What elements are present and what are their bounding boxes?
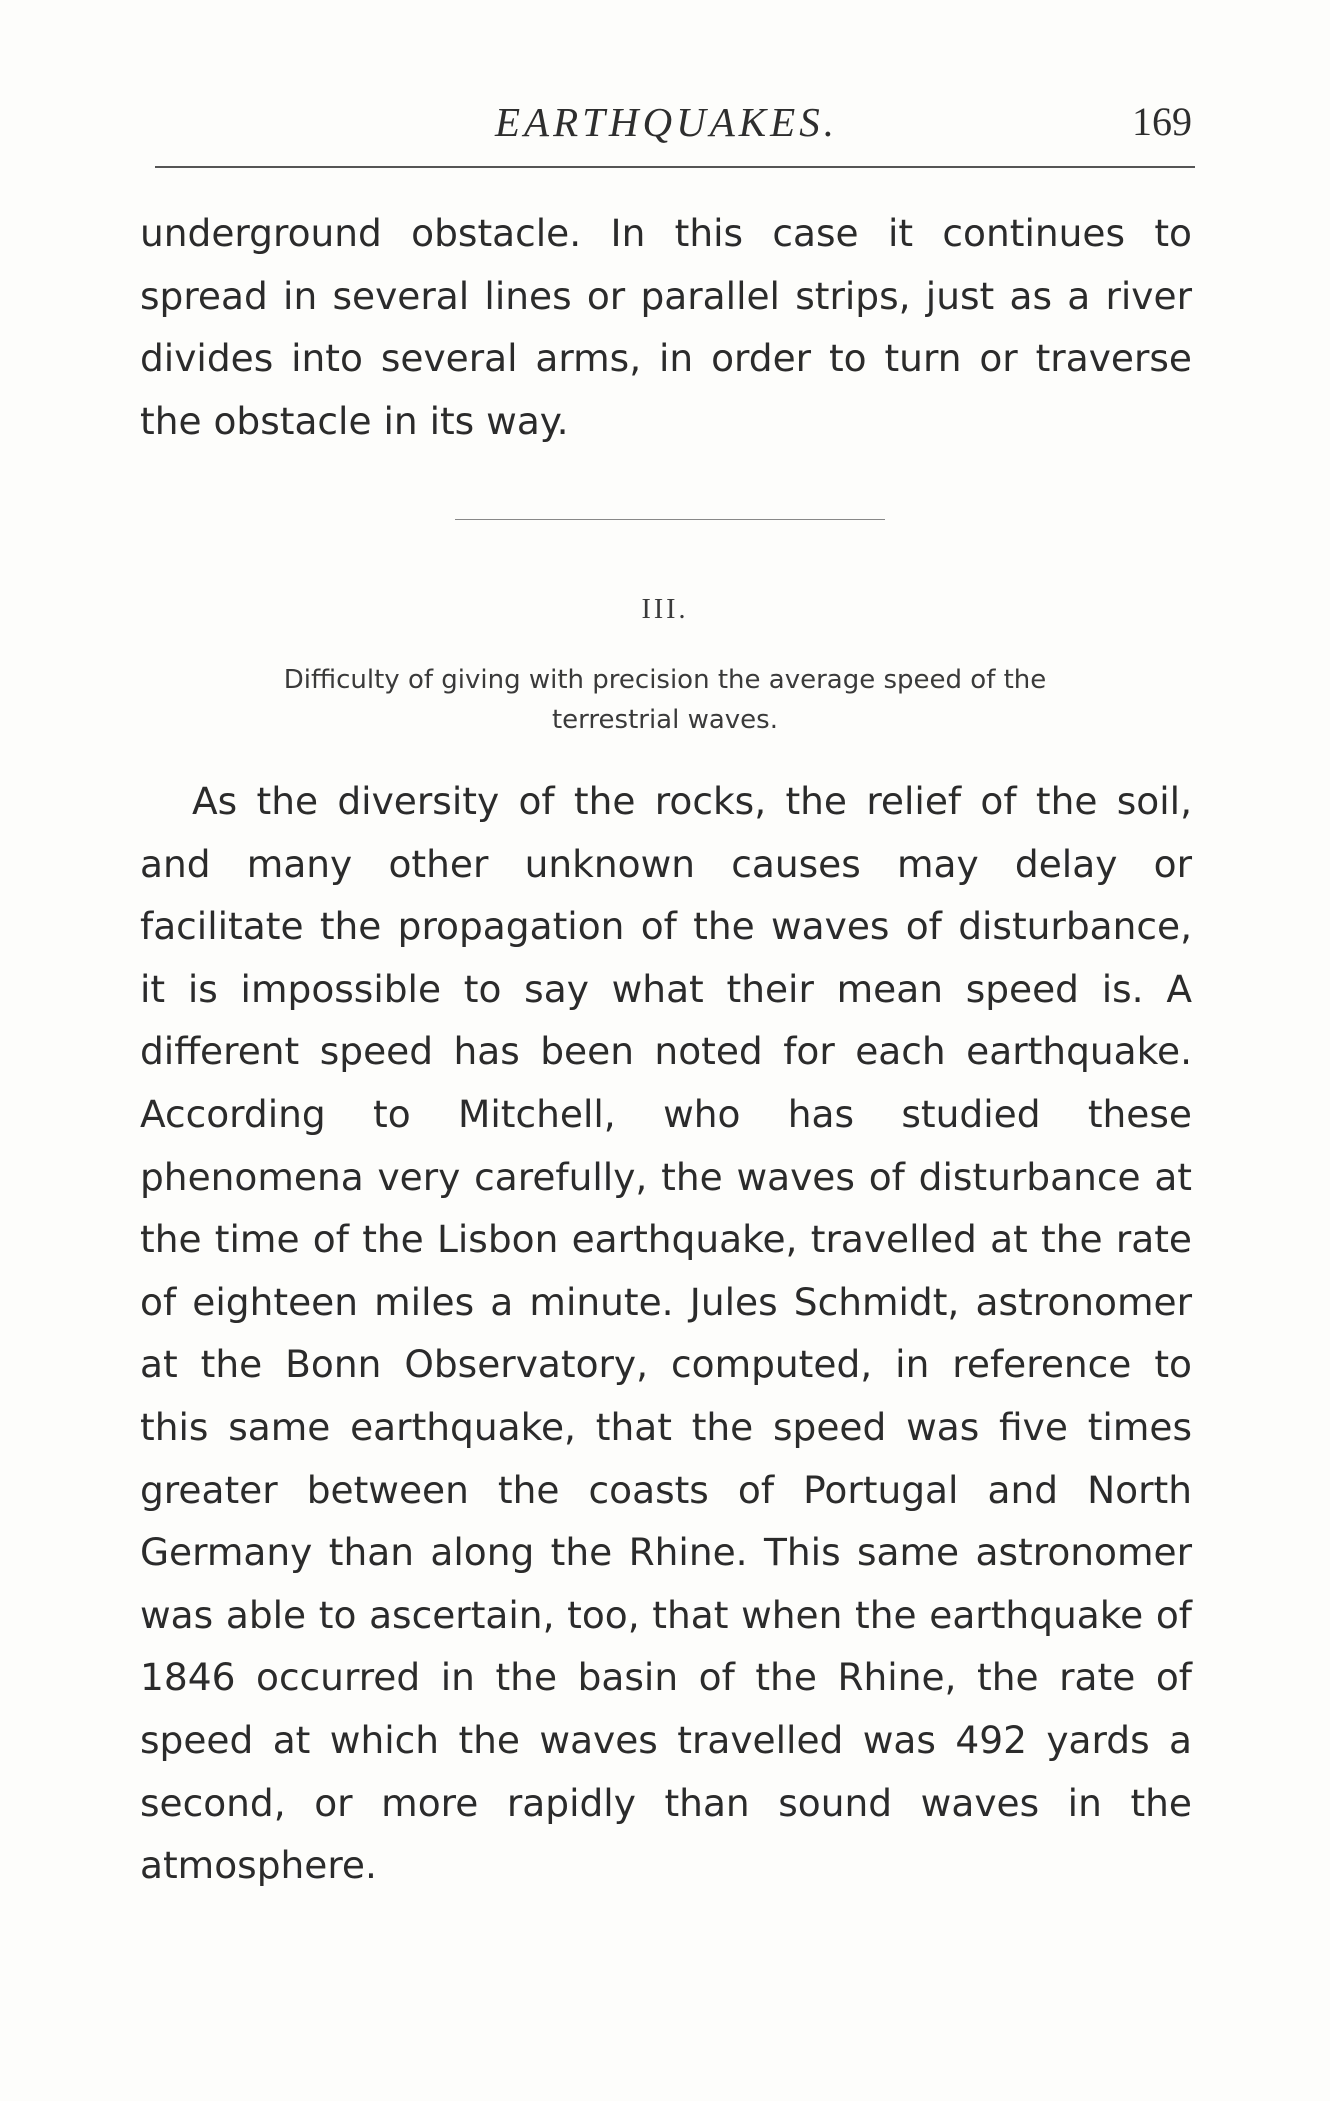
header-rule xyxy=(155,166,1195,168)
section-divider xyxy=(455,519,885,520)
section-number: III. xyxy=(641,594,689,625)
page-number: 169 xyxy=(1132,99,1192,144)
running-title: EARTHQUAKES. xyxy=(495,99,838,145)
running-header xyxy=(140,98,1192,148)
section-heading: Difficulty of giving with precision the average speed of the terrestrial waves. xyxy=(283,665,1047,735)
paragraph-section-body: As the diversity of the rocks, the relief of the soil, and many other unknown causes may delay or facilitate the propagation of the waves of disturbance, it is impossible to say what their mean speed is. A different speed has been noted for each earthquake. According to Mitchell, who has studied these phenomena very carefully, the waves of disturbance at the time of the Lisbon earthquake, travelled at the rate of eighteen miles a minute. Jules Schmidt, astronomer at the Bonn Observatory, computed, in reference to this same earthquake, that the speed was five times greater between the coasts of Portugal and North Germany than along the Rhine. This same astronomer was able to ascertain, too, that when the earthquake of 1846 occurred in the basin of the Rhine, the rate of speed at which the waves travelled was 492 yards a second, or more rapidly than sound waves in the atmosphere. xyxy=(140,779,1192,1888)
paragraph-continuation: underground obstacle. In this case it continues to spread in several lines or parallel strips, just as a river divides into several arms, in order to turn or traverse the obstacle in its way. xyxy=(140,211,1192,443)
